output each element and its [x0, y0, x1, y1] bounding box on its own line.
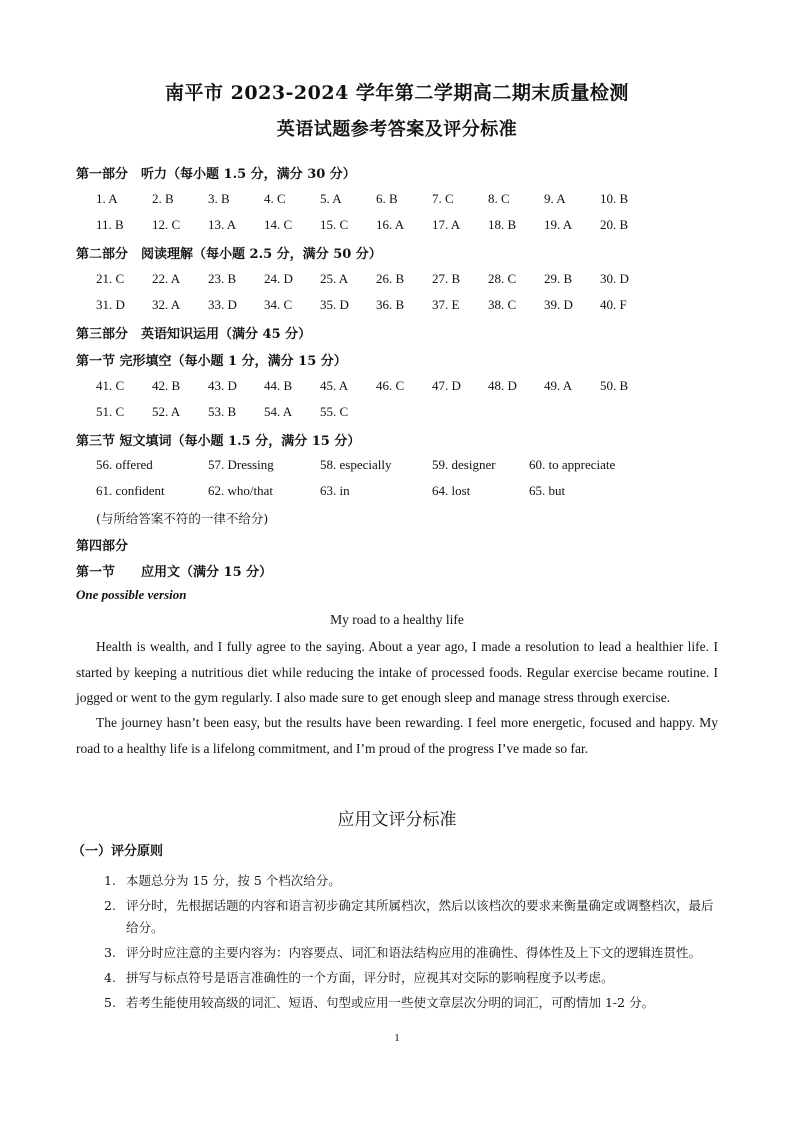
answer-item: 48. D [488, 378, 517, 393]
answer-item: 39. D [544, 297, 573, 312]
answer-item: 20. B [600, 217, 629, 232]
principle-item: 4. 拼写与标点符号是语言准确性的一个方面，评分时，应视其对交际的影响程度予以考虑。 [104, 970, 614, 985]
answer-item: 14. C [264, 217, 293, 232]
word-answer: 63. in [320, 483, 350, 498]
answer-item: 7. C [432, 191, 454, 206]
word-answer: 59. designer [432, 457, 496, 472]
answer-item: 13. A [208, 217, 237, 232]
principle-item: 1. 本题总分为 15 分，按 5 个档次给分。 [104, 873, 341, 888]
answer-item: 46. C [376, 378, 405, 393]
answer-item: 40. F [600, 297, 627, 312]
answer-item: 35. D [320, 297, 349, 312]
principles-heading: （一）评分原则 [72, 844, 164, 859]
part3-heading: 第三部分 英语知识运用（满分 45 分） [76, 327, 312, 342]
answer-item: 2. B [152, 191, 174, 206]
answer-item: 18. B [488, 217, 517, 232]
answer-item: 51. C [96, 404, 125, 419]
page-title: 南平市 2023-2024 学年第二学期高二期末质量检测 [165, 82, 629, 104]
answer-item: 27. B [432, 271, 461, 286]
scoring-note: (与所给答案不符的一律不给分) [96, 511, 269, 526]
answer-item: 3. B [208, 191, 230, 206]
answer-item: 12. C [152, 217, 181, 232]
part2-row-2 [0, 297, 794, 315]
word-answer: 65. but [529, 483, 566, 498]
answer-item: 32. A [152, 297, 181, 312]
answer-item: 17. A [432, 217, 461, 232]
word-answer: 62. who/that [208, 483, 273, 498]
answer-item: 30. D [600, 271, 629, 286]
part3-row-1 [0, 378, 794, 396]
part1-heading: 第一部分 听力（每小题 1.5 分，满分 30 分） [76, 167, 356, 182]
answer-item: 21. C [96, 271, 125, 286]
part1-row-1 [0, 191, 794, 209]
answer-item: 26. B [376, 271, 405, 286]
answer-item: 49. A [544, 378, 573, 393]
page-subtitle: 英语试题参考答案及评分标准 [276, 119, 518, 140]
answer-item: 54. A [264, 404, 293, 419]
answer-item: 23. B [208, 271, 237, 286]
part3-row-2 [0, 404, 794, 422]
answer-item: 33. D [208, 297, 237, 312]
answer-item: 31. D [96, 297, 125, 312]
answer-item: 50. B [600, 378, 629, 393]
answer-item: 45. A [320, 378, 349, 393]
principle-item: 3. 评分时应注意的主要内容为：内容要点、词汇和语法结构应用的准确性、得体性及上下文的逻辑连贯性。 [104, 945, 702, 960]
answer-item: 36. B [376, 297, 405, 312]
essay-paragraph: The journey hasn’t been easy, but the results have been rewarding. I feel more energetic, focused and happy. My road to a healthy life is a lifelong commitment, and I’m proud of the progress I’ve made so far. [76, 715, 718, 756]
scoring-title: 应用文评分标准 [337, 810, 457, 830]
page-number: 1 [394, 1032, 400, 1044]
answer-item: 52. A [152, 404, 181, 419]
part3-section3-heading: 第三节 短文填词（每小题 1.5 分，满分 15 分） [76, 434, 361, 449]
part2-heading: 第二部分 阅读理解（每小题 2.5 分，满分 50 分） [76, 247, 382, 262]
part4-heading: 第四部分 [76, 539, 129, 554]
part2-row-1 [0, 271, 794, 289]
word-answer: 56. offered [96, 457, 153, 472]
part3-word-row-1 [0, 457, 794, 475]
answer-item: 38. C [488, 297, 517, 312]
answer-item: 6. B [376, 191, 398, 206]
answer-item: 37. E [432, 297, 460, 312]
answer-item: 34. C [264, 297, 293, 312]
answer-item: 8. C [488, 191, 510, 206]
word-answer: 61. confident [96, 483, 165, 498]
answer-item: 24. D [264, 271, 293, 286]
principle-item: 2. 评分时，先根据话题的内容和语言初步确定其所属档次，然后以该档次的要求来衡量确定或调整档次，最后给分。 [104, 898, 714, 935]
answer-item: 10. B [600, 191, 629, 206]
answer-item: 5. A [320, 191, 342, 206]
version-label: One possible version [76, 587, 187, 602]
principles-list [100, 870, 720, 1017]
word-answer: 64. lost [432, 483, 471, 498]
answer-item: 9. A [544, 191, 566, 206]
answer-item: 25. A [320, 271, 349, 286]
answer-item: 41. C [96, 378, 125, 393]
principle-item: 5. 若考生能使用较高级的词汇、短语、句型或应用一些使文章层次分明的词汇，可酌情加 1-2 分。 [104, 995, 655, 1010]
part3-section1-heading: 第一节 完形填空（每小题 1 分，满分 15 分） [76, 354, 347, 369]
part4-section1-heading: 第一节 应用文（满分 15 分） [76, 565, 273, 580]
word-answer: 58. especially [320, 457, 392, 472]
answer-item: 44. B [264, 378, 293, 393]
answer-item: 47. D [432, 378, 461, 393]
essay-paragraph: Health is wealth, and I fully agree to the saying. About a year ago, I made a resolution to lead a healthier life. I started by keeping a nutritious diet while reducing the intake of processed foods. Regular exercise became routine. I jogged or went to the gym regularly. I also made sure to get enough sleep and manage stress through exercise. [76, 639, 718, 705]
answer-item: 15. C [320, 217, 349, 232]
answer-item: 16. A [376, 217, 405, 232]
word-answer: 57. Dressing [208, 457, 274, 472]
answer-item: 43. D [208, 378, 237, 393]
answer-item: 53. B [208, 404, 237, 419]
answer-item: 28. C [488, 271, 517, 286]
part3-word-row-2 [0, 483, 794, 501]
answer-item: 55. C [320, 404, 349, 419]
part1-row-2 [0, 217, 794, 235]
essay-title: My road to a healthy life [330, 612, 464, 627]
answer-item: 1. A [96, 191, 118, 206]
word-answer: 60. to appreciate [529, 457, 616, 472]
answer-item: 19. A [544, 217, 573, 232]
answer-item: 29. B [544, 271, 573, 286]
answer-item: 11. B [96, 217, 124, 232]
answer-item: 4. C [264, 191, 286, 206]
answer-item: 42. B [152, 378, 181, 393]
answer-item: 22. A [152, 271, 181, 286]
